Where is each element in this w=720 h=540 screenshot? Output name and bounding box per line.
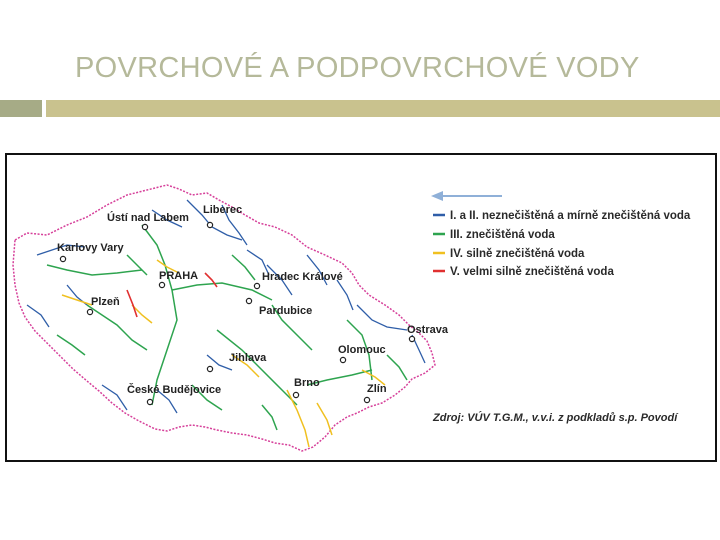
slide-title: POVRCHOVÉ A PODPOVRCHOVÉ VODY — [75, 52, 640, 84]
rivers-class-1-2 — [27, 200, 425, 413]
city-marker-jihlava — [207, 366, 212, 371]
city-label-brno: Brno — [294, 377, 320, 389]
city-label-jihlava: Jihlava — [229, 352, 267, 364]
city-label-liberec: Liberec — [203, 204, 243, 216]
legend — [433, 210, 691, 278]
city-marker-pardubice — [246, 298, 251, 303]
city-label-pardubice: Pardubice — [259, 305, 313, 317]
city-marker-praha — [159, 282, 164, 287]
city-marker-liberec — [207, 222, 212, 227]
title-accent-block — [0, 100, 42, 117]
map-source: Zdroj: VÚV T.G.M., v.v.i. z podkladů s.p. Povodí — [433, 412, 678, 424]
city-marker-karlovy-vary — [60, 256, 65, 261]
city-marker-plzen — [87, 309, 92, 314]
city-marker-usti — [142, 224, 147, 229]
city-label-zlin: Zlín — [367, 383, 387, 395]
city-label-hradec: Hradec Králové — [262, 271, 343, 283]
legend-label-3: IV. silně znečištěná voda — [450, 248, 585, 260]
legend-label-4: V. velmi silně znečištěná voda — [450, 266, 614, 278]
city-marker-ostrava — [409, 336, 414, 341]
city-label-karlovy-vary: Karlovy Vary — [57, 242, 124, 254]
city-marker-olomouc — [340, 357, 345, 362]
rivers-class-3 — [47, 225, 407, 430]
water-quality-map — [5, 153, 717, 462]
city-marker-zlin — [364, 397, 369, 402]
city-marker-ceske-budejovice — [147, 399, 152, 404]
city-marker-hradec — [254, 283, 259, 288]
map-svg — [7, 155, 715, 460]
city-marker-brno — [293, 392, 298, 397]
rivers-class-4 — [62, 260, 385, 447]
city-label-olomouc: Olomouc — [338, 344, 386, 356]
city-label-ceske-budejovice: České Budějovice — [127, 384, 222, 396]
country-border — [13, 185, 435, 451]
flow-arrow-icon — [431, 191, 502, 201]
city-label-ostrava: Ostrava — [407, 324, 448, 336]
city-label-praha: PRAHA — [159, 270, 199, 282]
legend-label-2: III. znečištěná voda — [450, 229, 555, 241]
legend-label-1: I. a II. neznečištěná a mírně znečištěná voda — [450, 210, 691, 222]
city-label-usti: Ústí nad Labem — [107, 212, 189, 224]
city-label-plzen: Plzeň — [91, 296, 120, 308]
title-accent-bar — [46, 100, 720, 117]
